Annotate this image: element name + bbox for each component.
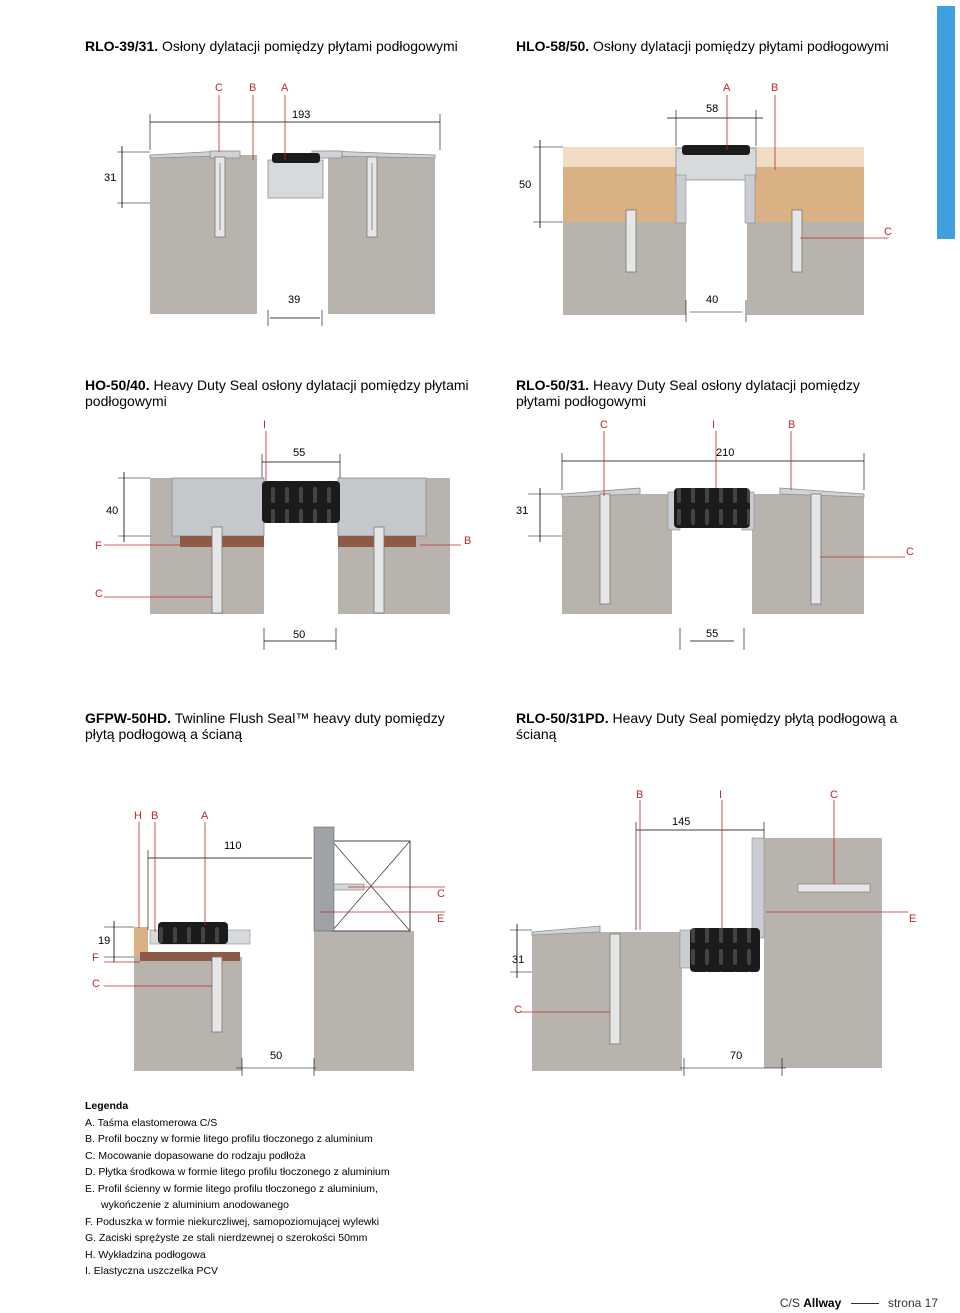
callout: B — [771, 82, 779, 94]
section-title-rlo-50-31pd: RLO-50/31PD. Heavy Duty Seal pomiędzy płytą podłogową a ścianą — [516, 710, 898, 742]
callout: I — [263, 419, 267, 431]
callout: A — [201, 810, 209, 822]
legend-item: wykończenie z aluminium anodowanego — [101, 1199, 289, 1211]
callout: F — [95, 540, 102, 552]
drawing-gfpw-50hd — [92, 810, 445, 1076]
callout: E — [437, 913, 445, 925]
callout: B — [464, 535, 472, 547]
dimension-label: 39 — [288, 294, 301, 306]
dimension-label: 50 — [270, 1050, 283, 1062]
callout: C — [215, 82, 223, 94]
footer-prefix: C/S — [779, 1296, 800, 1310]
callout: B — [788, 419, 796, 431]
callout: B — [151, 810, 159, 822]
dimension-label: 40 — [706, 294, 719, 306]
dimension-label: 145 — [672, 816, 691, 828]
footer-brand: Allway — [803, 1296, 842, 1310]
callout: A — [723, 82, 731, 94]
callout: E — [909, 913, 917, 925]
callout: A — [281, 82, 289, 94]
dimension-label: 31 — [104, 172, 117, 184]
callout: B — [636, 789, 644, 801]
drawing-ho-50-40 — [95, 419, 471, 650]
dimension-label: 50 — [519, 179, 532, 191]
callout: H — [134, 810, 142, 822]
legend-item: I. Elastyczna uszczelka PCV — [85, 1265, 219, 1277]
callout: C — [830, 789, 838, 801]
section-title-gfpw-50hd: GFPW-50HD. Twinline Flush Seal™ heavy duty pomiędzy płytą podłogową a ścianą — [85, 710, 445, 742]
dimension-label: 31 — [516, 505, 529, 517]
dimension-label: 19 — [98, 935, 111, 947]
drawing-hlo-58-50 — [519, 82, 892, 322]
callout: C — [884, 226, 892, 238]
footer-rule — [851, 1303, 879, 1304]
dimension-label: 70 — [730, 1050, 743, 1062]
dimension-label: 40 — [106, 505, 119, 517]
callout: B — [249, 82, 257, 94]
legend — [85, 1098, 390, 1280]
dimension-label: 110 — [224, 840, 242, 852]
callout: I — [719, 789, 723, 801]
dimension-label: 50 — [293, 629, 306, 641]
legend-item: H. Wykładzina podłogowa — [85, 1248, 206, 1261]
section-title-rlo-50-31: RLO-50/31. Heavy Duty Seal osłony dylatacji pomiędzy płytami podłogowymi — [516, 377, 860, 409]
section-title-rlo-39-31: RLO-39/31. Osłony dylatacji pomiędzy płytami podłogowymi — [85, 38, 458, 54]
dimension-label: 210 — [716, 447, 735, 459]
section-title-hlo-58-50: HLO-58/50. Osłony dylatacji pomiędzy płytami podłogowymi — [516, 38, 889, 54]
callout: C — [514, 1004, 522, 1016]
page-footer — [780, 1296, 938, 1310]
callout: C — [437, 888, 445, 900]
dimension-label: 55 — [706, 628, 719, 640]
dimension-label: 31 — [512, 954, 525, 966]
drawing-rlo-50-31pd — [510, 789, 916, 1076]
dimension-label: 55 — [293, 447, 306, 459]
page-number: strona 17 — [887, 1296, 938, 1310]
legend-item: A. Taśma elastomerowa C/S — [85, 1116, 218, 1129]
dimension-label: 193 — [292, 109, 311, 121]
callout: C — [906, 546, 914, 558]
legend-item: D. Płytka środkowa w formie litego profilu tłoczonego z aluminium — [85, 1166, 390, 1178]
legend-item: E. Profil ścienny w formie litego profilu tłoczonego z aluminium, — [85, 1182, 378, 1195]
drawing-rlo-50-31 — [516, 419, 914, 650]
callout: C — [600, 419, 608, 431]
legend-item: B. Profil boczny w formie litego profilu tłoczonego z aluminium — [85, 1133, 373, 1145]
callout: F — [92, 952, 99, 964]
dimension-label: 58 — [706, 103, 719, 115]
callout: C — [95, 588, 103, 600]
legend-heading: Legenda — [85, 1100, 129, 1112]
legend-item: F. Poduszka w formie niekurczliwej, samopoziomującej wylewki — [85, 1215, 380, 1228]
section-title-ho-50-40: HO-50/40. Heavy Duty Seal osłony dylatacji pomiędzy płytami podłogowymi — [85, 377, 469, 409]
callout: C — [92, 978, 100, 990]
callout: I — [712, 419, 716, 431]
drawing-rlo-39-31 — [104, 82, 440, 326]
legend-item: G. Zaciski sprężyste ze stali nierdzewnej o szerokości 50mm — [85, 1232, 368, 1244]
legend-item: C. Mocowanie dopasowane do rodzaju podłoża — [85, 1149, 306, 1162]
